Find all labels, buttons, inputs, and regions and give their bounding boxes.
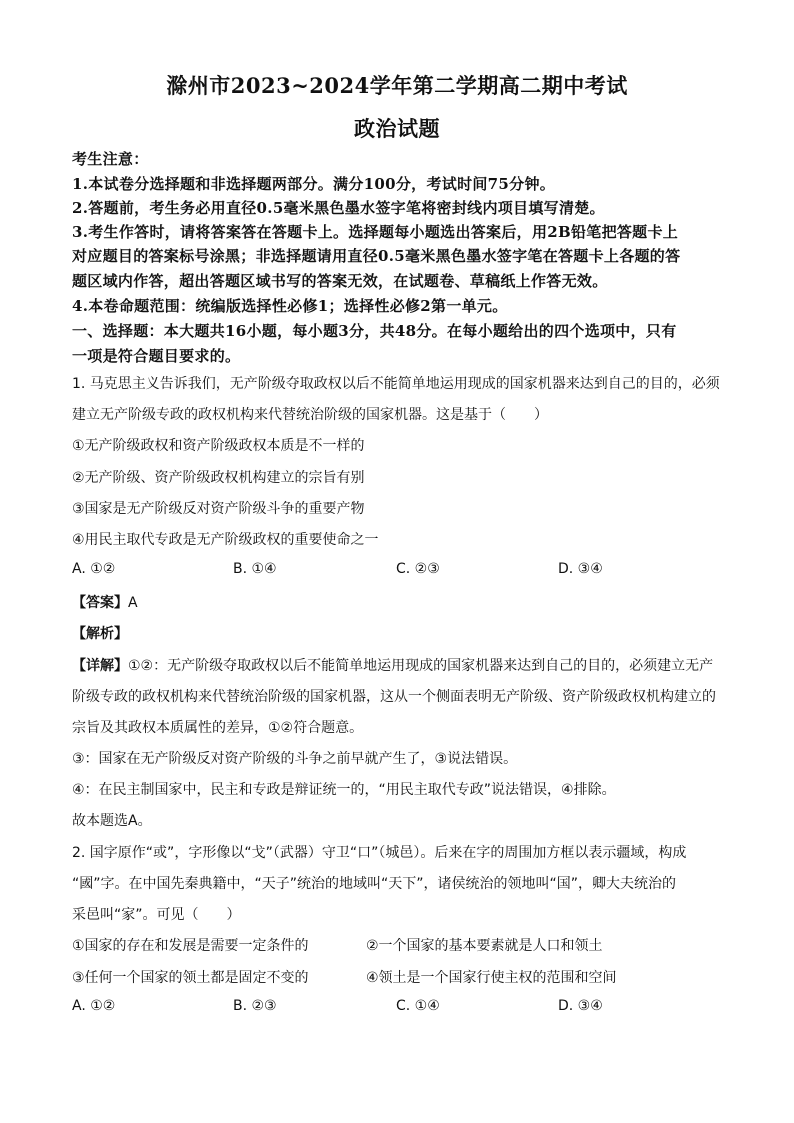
answer-tag: 【答案】 bbox=[72, 595, 128, 611]
section-heading-cont: 一项是符合题目要求的。 bbox=[72, 347, 241, 365]
q2-stem-cont: 采邑叫“家”。可见（ ） bbox=[72, 907, 241, 923]
q2-option-d: D. ③④ bbox=[558, 998, 603, 1014]
q2-statement: ③任何一个国家的领土都是固定不变的 bbox=[72, 970, 309, 986]
notice-line: 1.本试卷分选择题和非选择题两部分。满分100分，考试时间75分钟。 bbox=[72, 175, 556, 193]
page-title: 滁州市2023~2024学年第二学期高二期中考试 bbox=[166, 73, 628, 98]
notice-line: 3.考生作答时，请将答案答在答题卡上。选择题每小题选出答案后，用2B铅笔把答题卡上 bbox=[72, 223, 679, 241]
page-subtitle: 政治试题 bbox=[354, 116, 440, 141]
notice-heading: 考生注意： bbox=[72, 150, 149, 168]
q1-detail: ④：在民主制国家中，民主和专政是辩证统一的，“用民主取代专政”说法错误，④排除。 bbox=[72, 782, 616, 798]
q2-option-a: A. ①② bbox=[72, 998, 116, 1014]
q1-detail: 阶级专政的政权机构来代替统治阶级的国家机器，这从一个侧面表明无产阶级、资产阶级政权机构建立的 bbox=[72, 689, 716, 705]
q2-option-b: B. ②③ bbox=[233, 998, 277, 1014]
q1-option-c: C. ②③ bbox=[396, 561, 440, 577]
q1-statement: ④用民主取代专政是无产阶级政权的重要使命之一 bbox=[72, 532, 379, 548]
q1-detail bbox=[72, 655, 724, 675]
q1-option-a: A. ①② bbox=[72, 561, 116, 577]
q1-option-b: B. ①④ bbox=[233, 561, 277, 577]
q2-statement: ①国家的存在和发展是需要一定条件的 bbox=[72, 938, 309, 954]
q2-stem-cont: “國”字。在中国先秦典籍中，“天子”统治的地域叫“天下”，诸侯统治的领地叫“国”，卿大夫统治的 bbox=[72, 876, 677, 892]
q1-stem-cont: 建立无产阶级专政的政权机构来代替统治阶级的国家机器。这是基于（ ） bbox=[72, 407, 548, 423]
q2-statement: ②一个国家的基本要素就是人口和领土 bbox=[366, 938, 603, 954]
q1-option-d: D. ③④ bbox=[558, 561, 603, 577]
notice-line: 2.答题前，考生务必用直径0.5毫米黑色墨水签字笔将密封线内项目填写清楚。 bbox=[72, 199, 605, 217]
q1-statement: ①无产阶级政权和资产阶级政权本质是不一样的 bbox=[72, 438, 365, 454]
q1-statement: ③国家是无产阶级反对资产阶级斗争的重要产物 bbox=[72, 501, 365, 517]
section-heading: 一、选择题：本大题共16小题，每小题3分，共48分。在每小题给出的四个选项中，只有 bbox=[72, 322, 677, 340]
answer-value: A bbox=[128, 595, 138, 611]
q1-statement: ②无产阶级、资产阶级政权机构建立的宗旨有别 bbox=[72, 470, 365, 486]
q1-conclusion: 故本题选A。 bbox=[72, 813, 152, 829]
notice-line: 对应题目的答案标号涂黑；非选择题请用直径0.5毫米黑色墨水签字笔在答题卡上各题的答 bbox=[72, 247, 681, 265]
q2-option-c: C. ①④ bbox=[396, 998, 440, 1014]
detail-text: ①②：无产阶级夺取政权以后不能简单地运用现成的国家机器来达到自己的目的，必须建立无产 bbox=[128, 658, 714, 674]
q1-detail: 宗旨及其政权本质属性的差异，①②符合题意。 bbox=[72, 720, 364, 736]
q2-statement: ④领土是一个国家行使主权的范围和空间 bbox=[366, 970, 617, 986]
notice-line: 题区域内作答，超出答题区域书写的答案无效，在试题卷、草稿纸上作答无效。 bbox=[72, 272, 608, 290]
detail-tag: 【详解】 bbox=[72, 658, 128, 674]
notice-line: 4.本卷命题范围：统编版选择性必修1；选择性必修2第一单元。 bbox=[72, 297, 508, 315]
analysis-tag: 【解析】 bbox=[72, 626, 128, 642]
q2-stem: 2. 国字原作“或”，字形像以“戈”（武器）守卫“口”（城邑）。后来在字的周围加方框以表示疆域，构成 bbox=[72, 845, 687, 861]
q1-detail: ③：国家在无产阶级反对资产阶级的斗争之前早就产生了，③说法错误。 bbox=[72, 751, 518, 767]
q1-stem: 1. 马克思主义告诉我们，无产阶级夺取政权以后不能简单地运用现成的国家机器来达到自己的目的，必须 bbox=[72, 376, 720, 392]
q1-answer bbox=[72, 592, 724, 612]
